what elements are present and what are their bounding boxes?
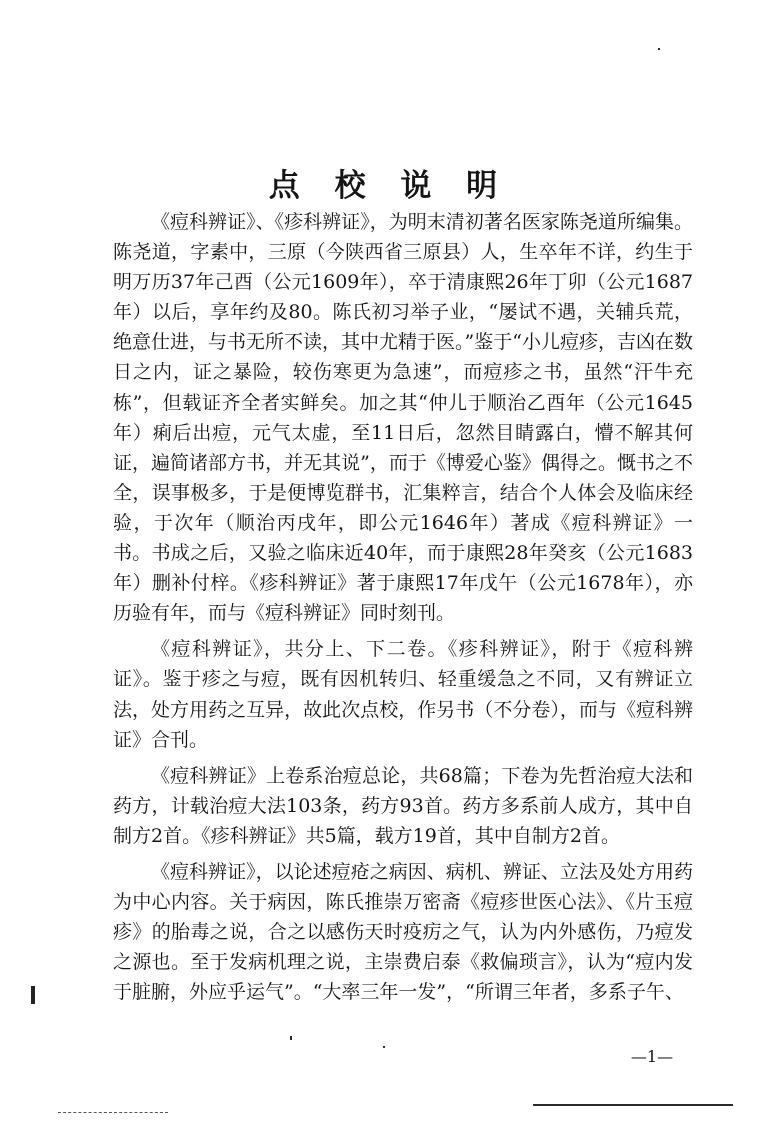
bottom-rule-left bbox=[58, 1112, 168, 1114]
scan-speck bbox=[383, 1046, 385, 1048]
scan-speck bbox=[290, 1036, 292, 1040]
page-number: —1— bbox=[630, 1047, 674, 1066]
paragraph-2: 《痘科辨证》，共分上、下二卷。《疹科辨证》，附于《痘科辨证》。鉴于疹之与痘，既有因机转归、轻重缓急之不同，又有辨证立法，处方用药之互异，故此次点校，作另书（不分卷），而与《痘科辨证》合刊。 bbox=[113, 638, 693, 751]
paragraph-4: 《痘科辨证》，以论述痘疮之病因、病机、辨证、立法及处方用药为中心内容。关于病因，陈氏推崇万密斋《痘疹世医心法》、《片玉痘疹》的胎毒之说，合之以感伤天时疫疠之气，认为内外感伤，乃痘发之源也。至于发病机理之说，主崇费启泰《救偏琐言》，认为“痘内发于脏腑，外应乎运气”。“大率三年一发”，“所谓三年者，多系子午、 bbox=[113, 860, 693, 1004]
paragraph-3: 《痘科辨证》上卷系治痘总论，共68篇；下卷为先哲治痘大法和药方，计载治痘大法103条，药方93首。药方多系前人成方，其中自制方2首。《疹科辨证》共5篇，载方19首，其中自制方2首。 bbox=[113, 764, 693, 847]
page-title: 点 校 说 明 bbox=[268, 168, 510, 204]
scan-mark bbox=[31, 986, 35, 1004]
scan-speck bbox=[658, 48, 660, 50]
paragraph-1: 《痘科辨证》、《疹科辨证》，为明末清初著名医家陈尧道所编集。陈尧道，字素中，三原（今陕西省三原县）人，生卒年不详，约生于明万历37年己酉（公元1609年），卒于清康熙26年丁卯（公元1687年）以后，享年约及80。陈氏初习举子业，“屡试不遇，关辅兵荒，绝意仕进，与书无所不读，其中尤精于医。”鉴于“小儿痘疹，吉凶在数日之内，证之暴险，较伤寒更为急速”，而痘疹之书，虽然“汗牛充栋”，但载证齐全者实鲜矣。加之其“仲儿于顺治乙酉年（公元1645年）痢后出痘，元气太虚，至11日后，忽然目睛露白，懵不解其何证，遍简诸部方书，并无其说”，而于《博爱心鉴》偶得之。慨书之不全，误事极多，于是便博览群书，汇集粹言，结合个人体会及临床经验，于次年（顺治丙戌年，即公元1646年）著成《痘科辨证》一书。书成之后，又验之临床近40年，而于康熙28年癸亥（公元1683年）删补付梓。《疹科辨证》著于康熙17年戊午（公元1678年），亦历验有年，而与《痘科辨证》同时刻刊。 bbox=[113, 211, 693, 625]
bottom-rule-right bbox=[533, 1104, 733, 1106]
body-text bbox=[113, 207, 693, 1013]
